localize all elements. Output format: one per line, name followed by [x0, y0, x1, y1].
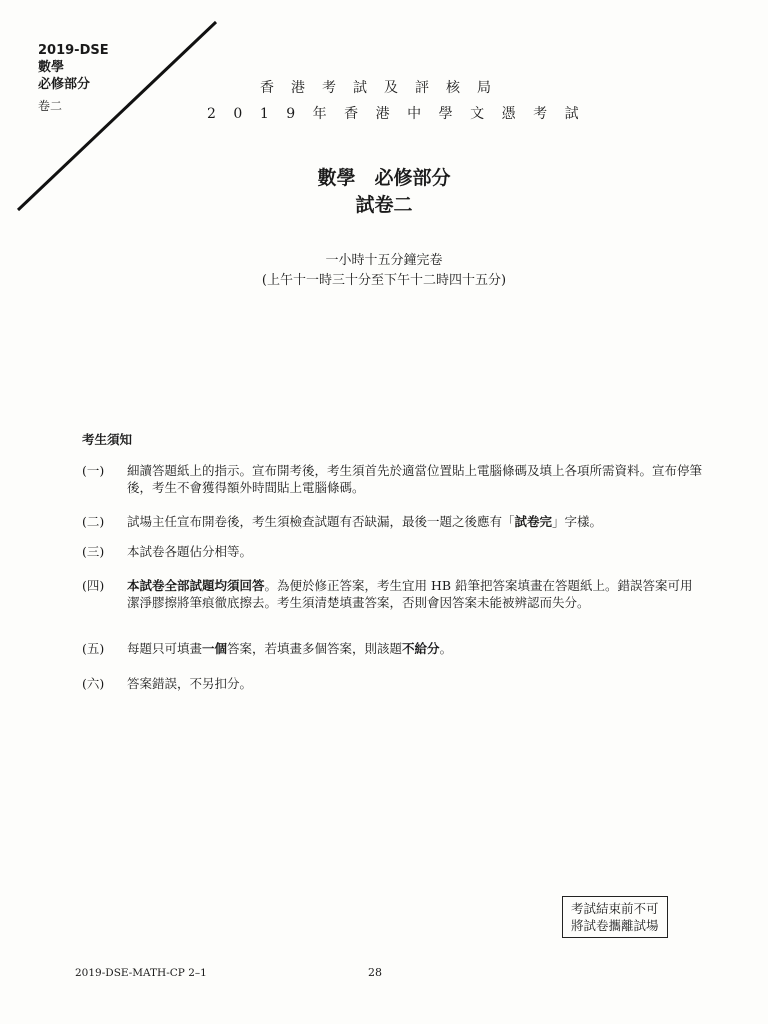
page-number: 28	[368, 966, 382, 979]
instructions-heading: 考生須知	[82, 432, 133, 447]
exam-name: 2019年香港中學文憑考試	[207, 106, 597, 122]
notice-box	[562, 896, 668, 938]
item-text: 本試卷各題佔分相等。	[127, 544, 253, 559]
duration-text: 一小時十五分鐘完卷	[325, 253, 443, 268]
paper-subtitle: 試卷二	[355, 194, 413, 216]
instruction-item-3	[82, 543, 702, 560]
instruction-item-2	[82, 513, 702, 530]
item-number: (六)	[82, 676, 105, 691]
authority-name: 香港考試及評核局	[260, 80, 508, 96]
paper-title: 數學 必修部分	[317, 167, 451, 189]
paper-label: 卷二	[38, 99, 63, 113]
subject-label: 數學	[38, 60, 65, 75]
item-text: 本試卷全部試題均須回答。為便於修正答案，考生宜用 HB 鉛筆把答案填畫在答題紙上。錯誤答案可用潔淨膠擦將筆痕徹底擦去。考生須清楚填畫答案，否則會因答案未能被辨認而失分。	[127, 578, 693, 610]
time-range-text: (上午十一時三十分至下午十二時四十五分)	[261, 273, 507, 288]
item-text: 試場主任宣布開卷後，考生須檢查試題有否缺漏，最後一題之後應有「試卷完」字樣。	[127, 514, 603, 529]
instruction-item-5	[82, 640, 702, 657]
notice-line-2: 將試卷攜離試場	[571, 918, 659, 933]
corner-label	[38, 42, 109, 115]
instruction-item-1	[82, 462, 702, 496]
item-number: (四)	[82, 578, 105, 593]
part-label: 必修部分	[38, 77, 91, 92]
notice-line-1: 考試結束前不可	[571, 901, 659, 916]
item-text: 答案錯誤，不另扣分。	[127, 676, 253, 691]
instruction-item-4	[82, 577, 702, 611]
paper-code: 2019-DSE-MATH-CP 2–1	[75, 967, 207, 979]
item-text: 每題只可填畫一個答案，若填畫多個答案，則該題不給分。	[127, 641, 453, 656]
year-code: 2019-DSE	[38, 43, 109, 58]
item-number: (一)	[82, 463, 105, 478]
item-text: 細讀答題紙上的指示。宣布開考後，考生須首先於適當位置貼上電腦條碼及填上各項所需資料。宣布停筆後，考生不會獲得額外時間貼上電腦條碼。	[127, 463, 703, 495]
item-number: (五)	[82, 641, 105, 656]
item-number: (三)	[82, 544, 105, 559]
item-number: (二)	[82, 514, 105, 529]
instruction-item-6	[82, 675, 702, 692]
